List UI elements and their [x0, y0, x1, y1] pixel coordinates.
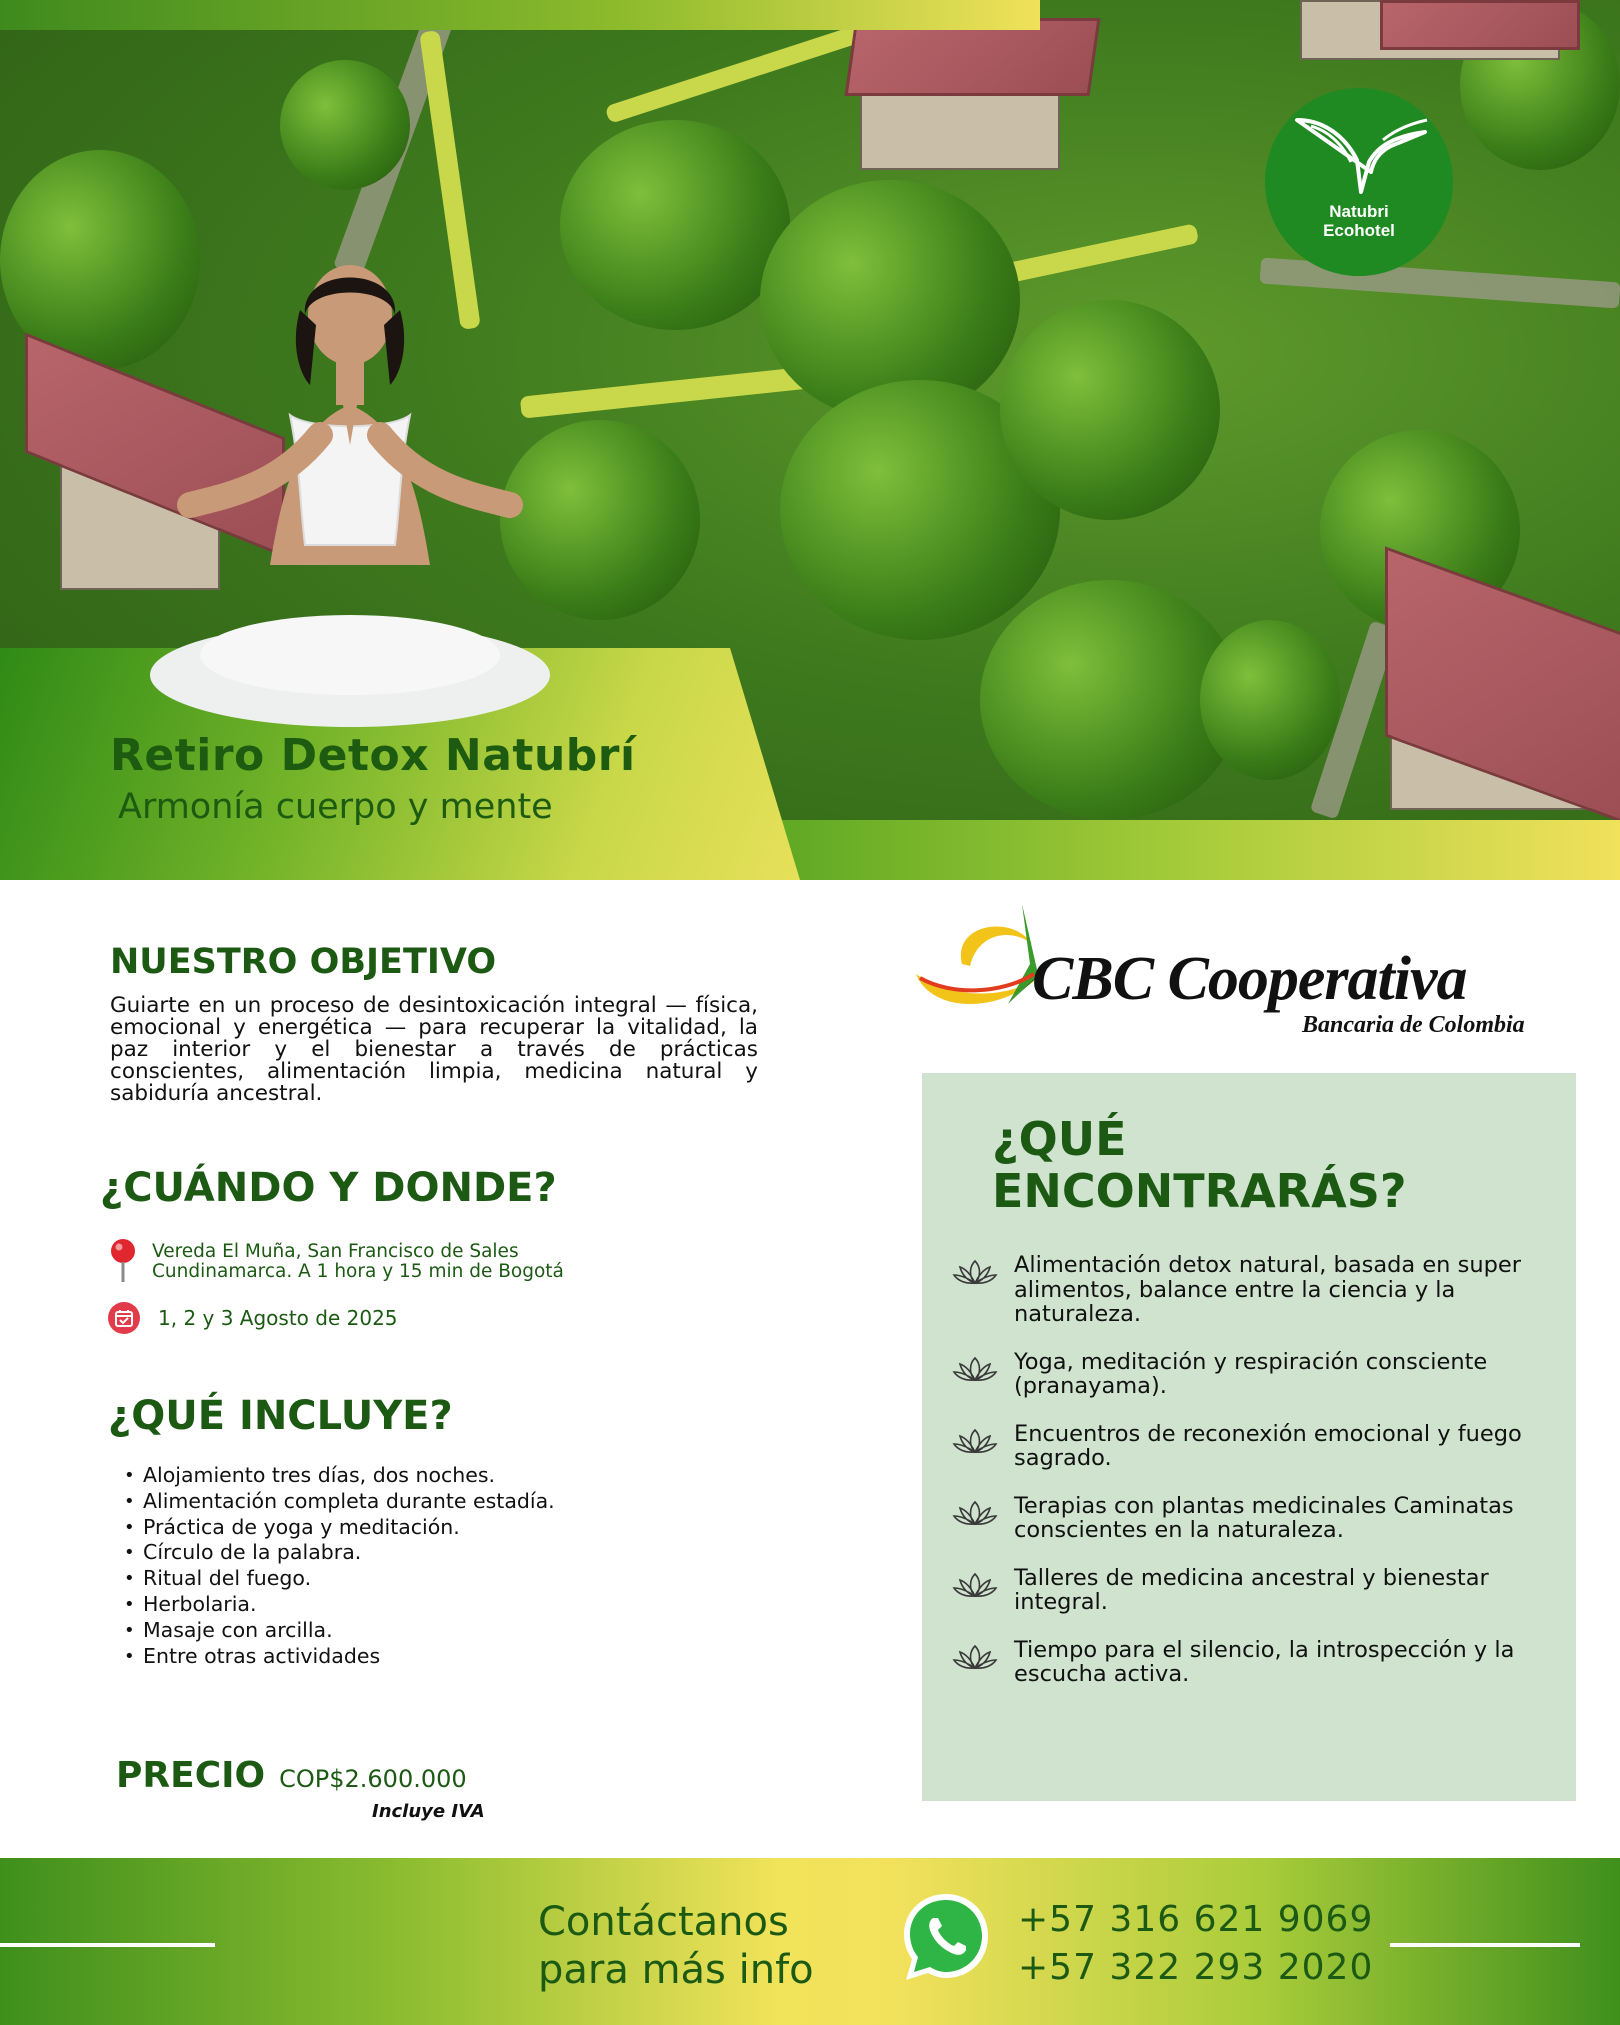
includes-item: • Herbolaria. — [120, 1592, 560, 1618]
contact-cta-line1: Contáctanos — [538, 1899, 789, 1945]
hero-tree — [560, 120, 790, 330]
hero-path — [1260, 257, 1620, 308]
contact-cta-line2: para más info — [538, 1947, 814, 1993]
objective-heading: NUESTRO OBJETIVO — [110, 942, 497, 982]
natubri-ecohotel-logo — [1265, 88, 1453, 276]
what-you-find-heading: ¿QUÉ ENCONTRARÁS? — [992, 1112, 1407, 1218]
lotus-icon — [952, 1570, 998, 1600]
price-row — [116, 1755, 467, 1796]
contact-footer — [0, 1858, 1620, 2025]
find-item-text: Yoga, meditación y respiración consciente (pranayama). — [1014, 1348, 1488, 1399]
includes-item: • Alimentación completa durante estadía. — [120, 1489, 560, 1515]
find-item — [952, 1422, 1552, 1471]
price-value: COP$2.600.000 — [279, 1765, 467, 1793]
find-item-text: Talleres de medicina ancestral y bienestar integral. — [1014, 1564, 1489, 1615]
lotus-icon — [952, 1498, 998, 1528]
cbc-cooperativa-logo — [912, 904, 1548, 1044]
hero-roof — [1380, 0, 1580, 50]
price-label: PRECIO — [116, 1755, 266, 1796]
event-date: 1, 2 y 3 Agosto de 2025 — [158, 1306, 398, 1330]
find-item — [952, 1350, 1552, 1399]
hero-tree — [1000, 300, 1220, 520]
phone-number-2[interactable]: +57 322 293 2020 — [1018, 1947, 1374, 1988]
includes-item: • Alojamiento tres días, dos noches. — [120, 1463, 560, 1489]
location-row — [108, 1238, 564, 1282]
calendar-icon — [108, 1302, 140, 1334]
what-you-find-list — [952, 1253, 1552, 1710]
location-pin-icon — [108, 1238, 138, 1282]
includes-item: • Práctica de yoga y meditación. — [120, 1515, 560, 1541]
hero-banner — [0, 0, 1620, 880]
cbc-subtitle: Bancaria de Colombia — [1302, 1012, 1525, 1038]
date-row — [108, 1302, 398, 1334]
find-item — [952, 1638, 1552, 1687]
footer-divider-left — [0, 1943, 215, 1947]
includes-item: • Ritual del fuego. — [120, 1566, 560, 1592]
find-item-text: Alimentación detox natural, basada en super alimentos, balance entre la ciencia y la naturaleza. — [1014, 1252, 1521, 1327]
find-item — [952, 1566, 1552, 1615]
find-item-text: Tiempo para el silencio, la introspección y la escucha activa. — [1014, 1636, 1515, 1687]
when-where-heading: ¿CUÁNDO Y DONDE? — [100, 1165, 557, 1211]
includes-item: • Círculo de la palabra. — [120, 1540, 560, 1566]
contact-cta — [538, 1898, 814, 1994]
footer-divider-right — [1390, 1943, 1580, 1947]
natubri-logo-line2: Ecohotel — [1323, 221, 1395, 240]
hero-title: Retiro Detox Natubrí — [110, 730, 636, 781]
phone-numbers — [1018, 1896, 1373, 1992]
lotus-icon — [952, 1354, 998, 1384]
lotus-icon — [952, 1642, 998, 1672]
objective-paragraph: Guiarte en un proceso de desintoxicación integral — física, emocional y energética — para recuperar la vitalidad, la paz interior y el bienestar a través de prácticas conscientes, alimentación limpia, medicina natural y sabiduría ancestral. — [110, 993, 758, 1106]
find-item — [952, 1494, 1552, 1543]
location-line2: Cundinamarca. A 1 hora y 15 min de Bogotá — [152, 1261, 564, 1282]
whatsapp-icon[interactable] — [898, 1888, 994, 1984]
hero-bottom-accent-band — [770, 820, 1620, 880]
natubri-logo-line1: Natubri — [1329, 202, 1389, 221]
includes-item: • Entre otras actividades — [120, 1644, 560, 1670]
hero-subtitle: Armonía cuerpo y mente — [118, 787, 553, 827]
location-line1: Vereda El Muña, San Francisco de Sales — [152, 1241, 519, 1262]
find-item-text: Encuentros de reconexión emocional y fuego sagrado. — [1014, 1420, 1522, 1471]
hero-tree — [280, 60, 410, 190]
lotus-icon — [952, 1257, 998, 1287]
includes-list — [120, 1463, 560, 1669]
includes-item: • Masaje con arcilla. — [120, 1618, 560, 1644]
cbc-name: CBC Cooperativa — [1032, 945, 1467, 1013]
hero-top-accent-bar — [0, 0, 1040, 30]
what-you-find-panel — [922, 1073, 1576, 1801]
find-item — [952, 1253, 1552, 1327]
hero-tree — [1200, 620, 1340, 780]
lotus-icon — [952, 1426, 998, 1456]
meditating-woman-image — [150, 255, 550, 735]
includes-heading: ¿QUÉ INCLUYE? — [108, 1393, 453, 1439]
phone-number-1[interactable]: +57 316 621 9069 — [1018, 1899, 1374, 1940]
hummingbird-icon — [1287, 100, 1437, 210]
price-note: Incluye IVA — [372, 1801, 485, 1822]
location-text — [152, 1242, 564, 1282]
find-item-text: Terapias con plantas medicinales Caminatas conscientes en la naturaleza. — [1014, 1492, 1514, 1543]
